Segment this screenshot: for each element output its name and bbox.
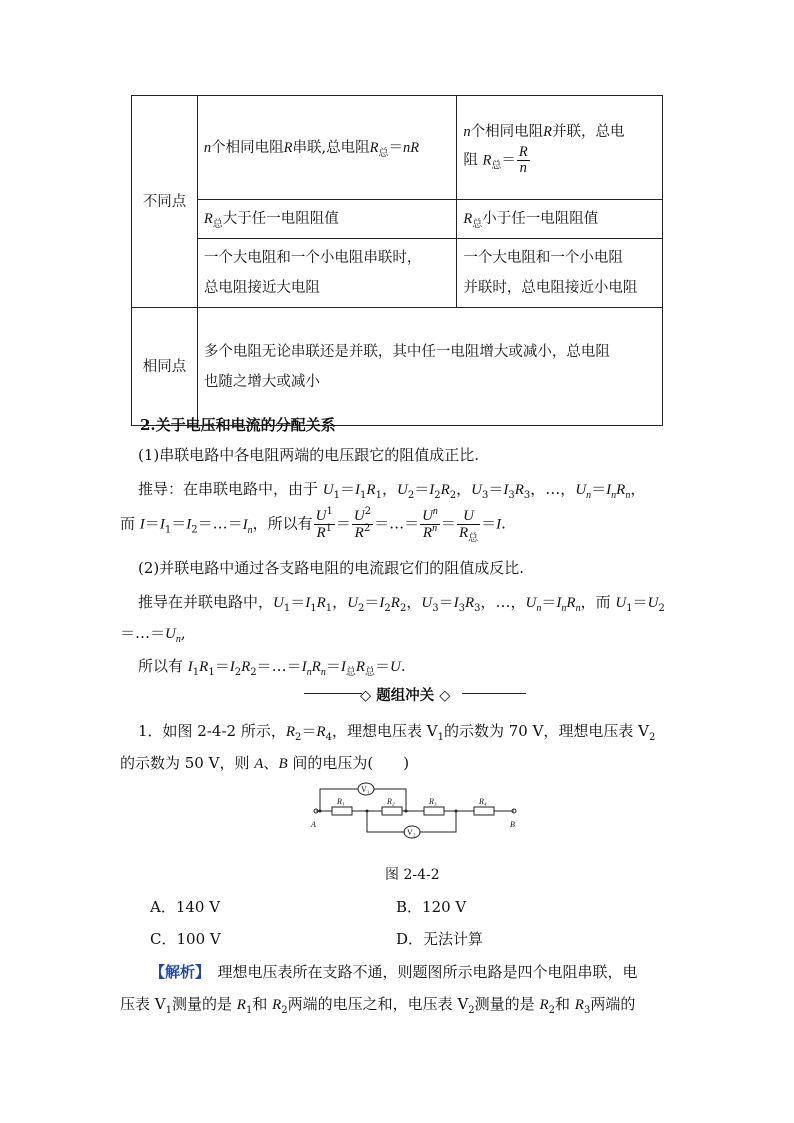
option-c[interactable]: C．100 V <box>150 930 221 948</box>
circuit-r4-label: R₄ <box>479 797 487 806</box>
row3-left: 一个大电阻和一个小电阻串联时， 总电阻接近大电阻 <box>197 239 456 308</box>
same-content: 多个电阻无论串联还是并联，其中任一电阻增大或减小，总电阻 也随之增大或减小 <box>197 308 662 426</box>
circuit-a-label: A <box>311 820 316 829</box>
circuit-r2-label: R₂ <box>387 797 395 806</box>
section2-p3: 而 $I=I_1=I_2=\dots=I_n$，所以有 $\frac{U^1}{R^1}$ ＝ $\frac{U^2}{R^2}$ ＝…＝ $\frac{U^n}{R^n}$ ＝ $\frac{U}{R_总}$ ＝I. <box>120 506 506 544</box>
row2-right: $R_总$小于任一电阻阻值 <box>457 200 663 239</box>
row3-right: 一个大电阻和一个小电阻 并联时，总电阻接近小电阻 <box>457 239 663 308</box>
section2-p5: 推导在并联电路中，$U_1=I_1R_1$，$U_2=I_2R_2$，$U_3=I_3R_3$，…，$U_n=I_nR_n$，而 $U_1=U_2$ <box>138 593 665 614</box>
option-b[interactable]: B．120 V <box>396 898 467 916</box>
section2-p6: $=\dots=U_n$, <box>120 624 186 645</box>
circuit-r1-label: R₁ <box>337 797 345 806</box>
row1-right: n个相同电阻R并联，总电 阻 $R_总=$ $\frac{R}{n}$ <box>457 96 663 200</box>
circuit-diagram <box>308 776 528 842</box>
r-over-n-fraction: $\frac{R}{n}$ <box>518 144 528 176</box>
analysis-line1: 【解析】 理想电压表所在支路不通，则题图所示电路是四个电阻串联，电 <box>150 963 638 981</box>
group-title: ◇ 题组冲关 ◇ <box>360 687 451 704</box>
same-header: 相同点 <box>132 308 198 426</box>
analysis-label: 【解析】 <box>150 963 203 981</box>
section2-p7: 所以有 $I_1R_1=I_2R_2=\dots=I_nR_n=I_总R_总=U$. <box>138 657 406 678</box>
row2-left: $R_总$大于任一电阻阻值 <box>197 200 456 239</box>
circuit-v1-label: V₁ <box>361 785 370 794</box>
section2-title: 2.关于电压和电流的分配关系 <box>140 416 336 434</box>
analysis-line2: 压表 $V_1$测量的是 $R_1$和 $R_2$两端的电压之和，电压表 $V_2$测量的是 $R_2$和 $R_3$两端的 <box>120 995 636 1016</box>
circuit-v2-label: V₂ <box>407 828 416 837</box>
option-a[interactable]: A．140 V <box>150 898 221 916</box>
group-title-rule-left <box>304 693 362 694</box>
option-d[interactable]: D．无法计算 <box>396 930 484 948</box>
section2-p1: (1)串联电路中各电阻两端的电压跟它的阻值成正比. <box>138 446 480 464</box>
row1-left: n个相同电阻R串联,总电阻$R_总=nR$ <box>197 96 456 200</box>
section2-p2: 推导：在串联电路中，由于 $U_1=I_1R_1$，$U_2=I_2R_2$，$U_3=I_3R_3$，…，$U_n=I_nR_n$， <box>138 480 646 501</box>
figure-caption: 图 2-4-2 <box>385 867 440 883</box>
circuit-b-label: B <box>510 820 515 829</box>
question-line2: 的示数为 50 V，则 A、B 间的电压为( ) <box>120 754 410 772</box>
section2-p4: (2)并联电路中通过各支路电阻的电流跟它们的阻值成反比. <box>138 559 525 577</box>
group-title-rule-right <box>462 693 526 694</box>
diff-header: 不同点 <box>132 96 198 308</box>
question-line1: 1．如图 2-4-2 所示，$R_2=R_4$，理想电压表 $V_1$的示数为 70 V，理想电压表 $V_2$ <box>138 722 656 743</box>
circuit-r3-label: R₃ <box>429 797 437 806</box>
comparison-table <box>131 95 663 426</box>
